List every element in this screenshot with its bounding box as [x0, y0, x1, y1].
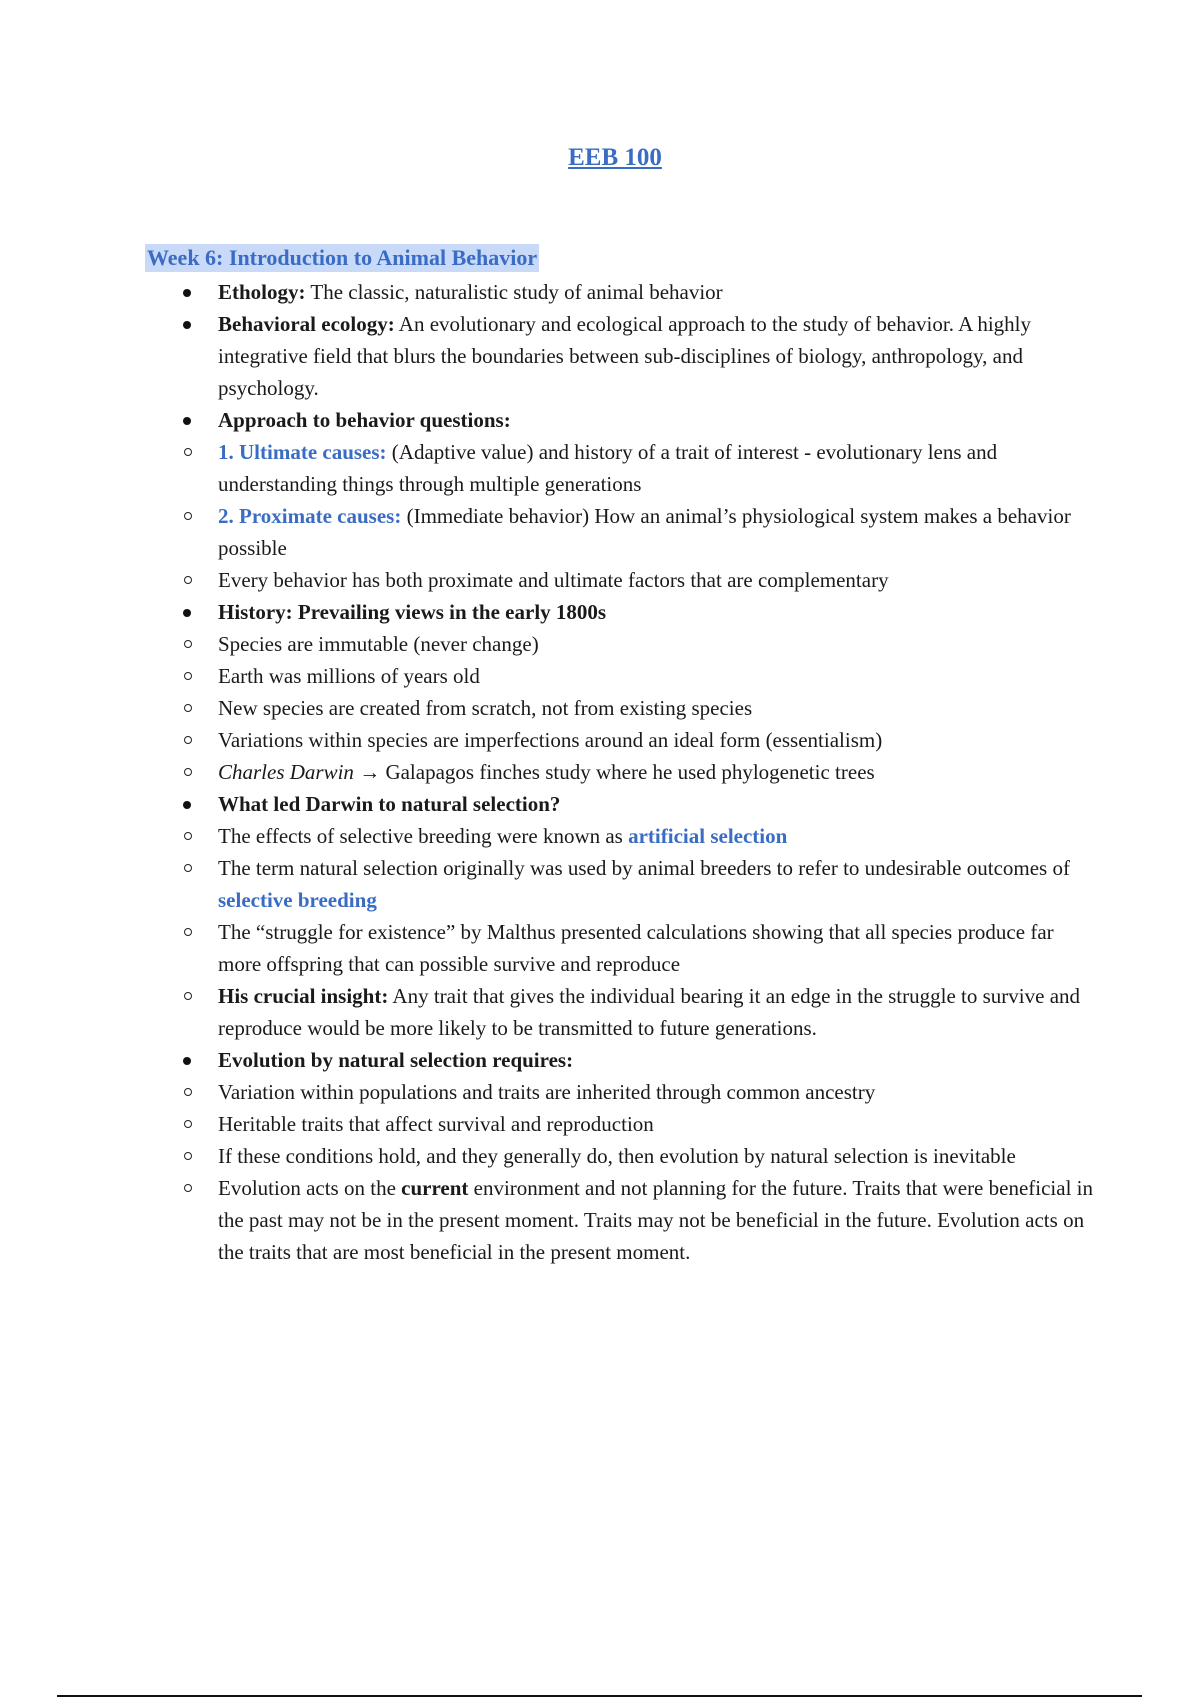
- heading-darwin: What led Darwin to natural selection?: [218, 792, 561, 816]
- term-ultimate-causes: 1. Ultimate causes:: [218, 440, 387, 464]
- text-acts-before: Evolution acts on the: [218, 1176, 402, 1200]
- term-current: current: [401, 1176, 469, 1200]
- hollow-bullet-icon: [184, 512, 192, 520]
- term-behavioral-ecology: Behavioral ecology:: [218, 312, 395, 336]
- bullet-icon: [183, 801, 191, 809]
- list-item-behavioral-ecology: [145, 308, 1095, 404]
- heading-history: History: Prevailing views in the early 1800s: [218, 600, 607, 624]
- definition-behavioral-ecology: An evolutionary and ecological approach to the study of behavior. A highly integrative field that blurs the boundaries between sub-disciplines of biology, anthropology, and psychology.: [218, 312, 1031, 400]
- text-variations: Variations within species are imperfections around an ideal form (essentialism): [218, 728, 883, 752]
- heading-evolution: Evolution by natural selection requires:: [218, 1048, 574, 1072]
- list-item-ethology: [145, 276, 1095, 308]
- hollow-bullet-icon: [184, 864, 192, 872]
- list-item-approach: [145, 404, 1095, 596]
- hollow-bullet-icon: [184, 704, 192, 712]
- sub-item-earth: [146, 660, 1095, 692]
- text-ultimate-causes: (Adaptive value) and history of a trait of interest - evolutionary lens and understanding things through multiple generations: [218, 440, 998, 496]
- text-variation: Variation within populations and traits are inherited through common ancestry: [218, 1080, 876, 1104]
- term-proximate-causes: 2. Proximate causes:: [218, 504, 402, 528]
- text-earth: Earth was millions of years old: [218, 664, 480, 688]
- text-natural-selection-term: The term natural selection originally was used by animal breeders to refer to undesirable outcomes of: [218, 856, 1070, 880]
- text-struggle: The “struggle for existence” by Malthus presented calculations showing that all species produce far more offspring that can possible survive and reproduce: [218, 920, 1054, 976]
- text-both-factors: Every behavior has both proximate and ultimate factors that are complementary: [218, 568, 889, 592]
- term-selective-breeding: selective breeding: [218, 888, 377, 912]
- text-acts-after: environment and not planning for the future. Traits that were beneficial in the past may not be in the present moment. Traits may not be beneficial in the future. Evolution acts on the traits that are most beneficial in the present moment.: [218, 1176, 1093, 1264]
- sub-item-struggle: [146, 916, 1095, 980]
- sub-item-natural-selection-term: [146, 852, 1095, 916]
- sub-item-conditions: [146, 1140, 1095, 1172]
- sub-item-current-environment: [146, 1172, 1095, 1268]
- hollow-bullet-icon: [184, 448, 192, 456]
- bullet-icon: [183, 1057, 191, 1065]
- main-bullet-list: [145, 276, 1095, 1268]
- sub-item-immutable: [146, 628, 1095, 660]
- term-crucial-insight: His crucial insight:: [218, 984, 389, 1008]
- bullet-icon: [183, 609, 191, 617]
- hollow-bullet-icon: [184, 1088, 192, 1096]
- hollow-bullet-icon: [184, 1184, 192, 1192]
- sub-list-history: [146, 628, 1095, 788]
- name-charles-darwin: Charles Darwin: [218, 760, 354, 784]
- term-ethology: Ethology:: [218, 280, 306, 304]
- text-conditions: If these conditions hold, and they generally do, then evolution by natural selection is inevitable: [218, 1144, 1016, 1168]
- sub-item-new-species: [146, 692, 1095, 724]
- hollow-bullet-icon: [184, 640, 192, 648]
- hollow-bullet-icon: [184, 672, 192, 680]
- hollow-bullet-icon: [184, 1152, 192, 1160]
- sub-item-variations: [146, 724, 1095, 756]
- term-artificial-selection: artificial selection: [628, 824, 788, 848]
- bullet-icon: [183, 417, 191, 425]
- sub-list-evolution: [146, 1076, 1095, 1268]
- hollow-bullet-icon: [184, 1120, 192, 1128]
- sub-item-darwin: [146, 756, 1095, 788]
- sub-item-artificial-selection: [146, 820, 1095, 852]
- text-proximate-causes: (Immediate behavior) How an animal’s physiological system makes a behavior possible: [218, 504, 1071, 560]
- document-title: EEB 100: [568, 144, 662, 171]
- sub-item-proximate: [146, 500, 1095, 564]
- list-item-evolution: [145, 1044, 1095, 1268]
- definition-ethology: The classic, naturalistic study of animal behavior: [305, 280, 723, 304]
- section-heading: Week 6: Introduction to Animal Behavior: [147, 245, 538, 270]
- bullet-icon: [183, 289, 191, 297]
- hollow-bullet-icon: [184, 832, 192, 840]
- text-new-species: New species are created from scratch, not from existing species: [218, 696, 753, 720]
- text-immutable: Species are immutable (never change): [218, 632, 539, 656]
- bullet-icon: [183, 321, 191, 329]
- text-heritable: Heritable traits that affect survival and reproduction: [218, 1112, 654, 1136]
- hollow-bullet-icon: [184, 928, 192, 936]
- notes-body: [145, 276, 1095, 1268]
- hollow-bullet-icon: [184, 768, 192, 776]
- heading-approach: Approach to behavior questions:: [218, 408, 511, 432]
- sub-item-heritable: [146, 1108, 1095, 1140]
- hollow-bullet-icon: [184, 576, 192, 584]
- sub-list-approach: [146, 436, 1095, 596]
- list-item-darwin: [145, 788, 1095, 1044]
- hollow-bullet-icon: [184, 736, 192, 744]
- hollow-bullet-icon: [184, 992, 192, 1000]
- text-crucial-insight: Any trait that gives the individual bearing it an edge in the struggle to survive and reproduce would be more likely to be transmitted to future generations.: [218, 984, 1081, 1040]
- sub-item-insight: [146, 980, 1095, 1044]
- text-galapagos: → Galapagos finches study where he used phylogenetic trees: [353, 760, 875, 784]
- sub-list-darwin: [146, 820, 1095, 1044]
- sub-item-variation: [146, 1076, 1095, 1108]
- sub-item-ultimate: [146, 436, 1095, 500]
- page-bottom-divider: [57, 1695, 1142, 1697]
- sub-item-both: [146, 564, 1095, 596]
- text-selective-breeding-effects: The effects of selective breeding were known as: [218, 824, 629, 848]
- list-item-history: [145, 596, 1095, 788]
